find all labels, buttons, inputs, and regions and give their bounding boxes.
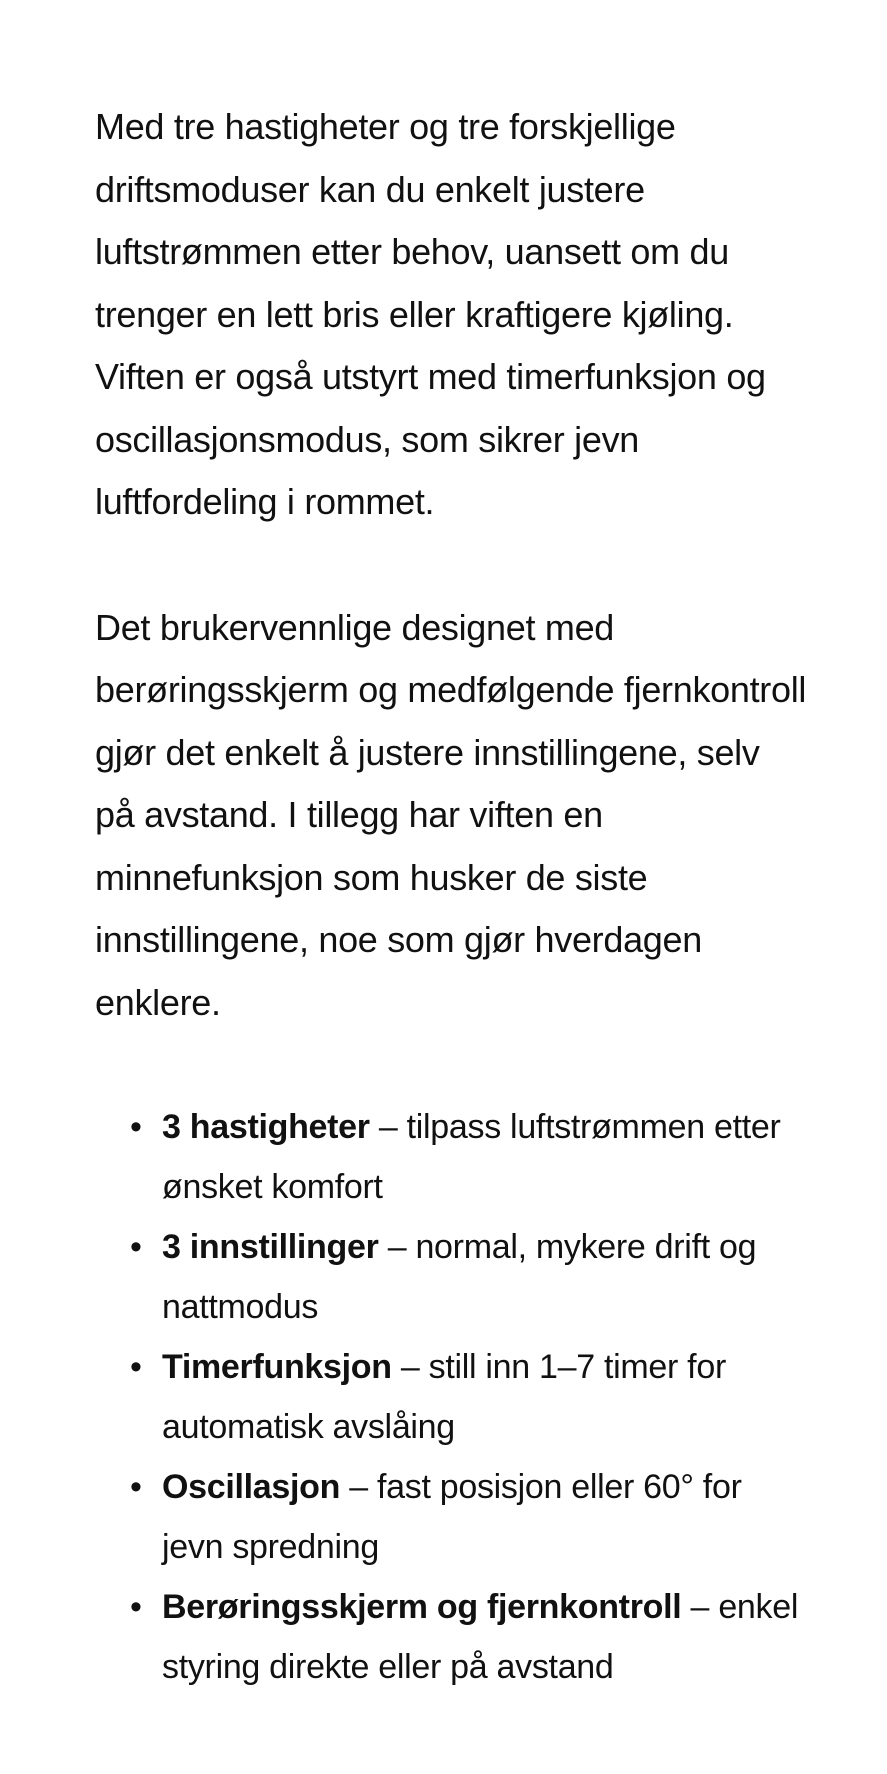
feature-item [130,1577,807,1697]
feature-separator: – [681,1588,719,1626]
feature-item [130,1097,807,1217]
bullet-icon: • [130,1468,142,1506]
feature-title: Oscillasjon [162,1468,341,1506]
description-paragraph-1: Med tre hastigheter og tre forskjellige driftsmoduser kan du enkelt justere luftstrømmen etter behov, uansett om du trenger en lett bris eller kraftigere kjøling. Viften er også utstyrt med timerfunksjon og oscillasjonsmodus, som sikrer jevn luftfordeling i rommet. [95,106,766,522]
feature-separator: – [369,1108,407,1146]
bullet-icon: • [130,1108,142,1146]
feature-title: 3 innstillinger [162,1228,379,1266]
feature-item [130,1217,807,1337]
feature-separator: – [391,1348,429,1386]
feature-title: Timerfunksjon [162,1348,392,1386]
feature-item [130,1457,807,1577]
feature-text: fast posisjon eller 60° for jevn spredning [162,1468,742,1566]
feature-list [95,1097,807,1697]
feature-separator: – [340,1468,378,1506]
feature-text: normal, mykere drift og nattmodus [162,1228,757,1326]
bullet-icon: • [130,1588,142,1626]
feature-text: tilpass luftstrømmen etter ønsket komfort [162,1108,781,1206]
feature-separator: – [378,1228,416,1266]
description-paragraph-2: Det brukervennlige designet med berøringsskjerm og medfølgende fjernkontroll gjør det enkelt å justere innstillingene, selv på avstand. I tillegg har viften en minnefunksjon som husker de siste innstillingene, noe som gjør hverdagen enklere. [95,606,807,1023]
bullet-icon: • [130,1228,142,1266]
feature-text: still inn 1–7 timer for automatisk avslåing [162,1348,726,1446]
feature-text: enkel styring direkte eller på avstand [162,1588,799,1686]
feature-item [130,1337,807,1457]
feature-title: 3 hastigheter [162,1108,370,1146]
bullet-icon: • [130,1348,142,1386]
feature-title: Berøringsskjerm og fjernkontroll [162,1588,682,1626]
